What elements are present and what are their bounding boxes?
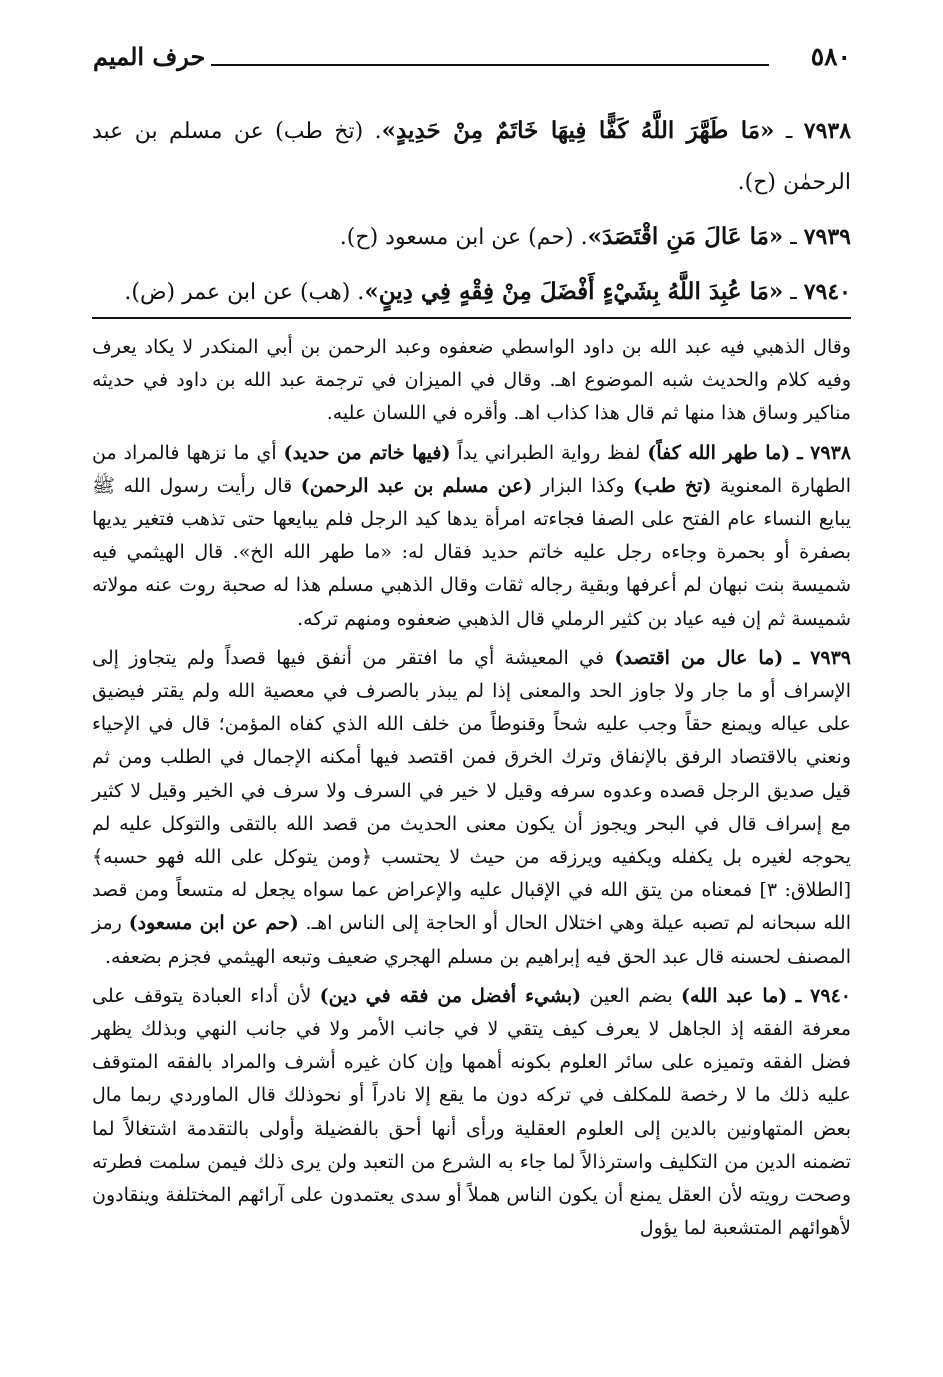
hadith-source: . (حم) عن ابن مسعود (ح). bbox=[339, 225, 588, 250]
page-number: ٥٨٠ bbox=[810, 42, 851, 71]
commentary-text: وكذا البزار bbox=[532, 474, 634, 497]
hadith-number: ٧٩٣٨ bbox=[803, 118, 852, 144]
hadith-number: ٧٩٣٩ bbox=[803, 224, 851, 250]
hadith-7939: ٧٩٣٩ ـ «مَا عَالَ مَنِ اقْتَصَدَ». (حم) عن ابن مسعود (ح). bbox=[339, 223, 851, 250]
narrator: (عن مسلم بن عبد الرحمن) bbox=[300, 474, 533, 497]
commentary-7938 bbox=[92, 437, 851, 636]
quoted-phrase: (ما عال من اقتصد) bbox=[614, 646, 784, 669]
hadith-7938: ٧٩٣٨ ـ «مَا طَهَّرَ اللَّهُ كَفًّا فِيهَا خَاتَمٌ مِنْ حَدِيدٍ». (تخ طب) عن مسلم بن عبد الرحمٰن (ح). bbox=[92, 117, 852, 195]
commentary-7940 bbox=[92, 980, 851, 1246]
commentary-text: في المعيشة أي ما افتقر من أنفق فيها قصداً ولم يتجاوز إلى الإسراف أو ما جار ولا جاوز الحد والمعنى إذا لم يبذر بالصرف في معصية الله ولم يقتر فيضيق على عياله ويمنع حقاً وجب عليه شحاً وقنوطاً من خلف الله الذي كفاه المؤمن؛ قال في الإحياء ونعني بالاقتصاد الرفق بالإنفاق وترك الخرق فمن اقتصد فيها أمكنه الإجمال في الطلب ومن ثم قيل صديق الرجل قصده وعدوه سرفه وقيل لا خير في السرف ولا سرف في الخير وقيل لا كثير مع إسراف قال في البحر ويجوز أن يكون معنى الحديث من قصد الله بالتقى والتوكل عليه لم يحوجه لغيره بل يكفله ويكفيه ويرزقه من حيث لا يحتسب ﴿ومن يتوكل على الله فهو حسبه﴾ [الطلاق: ٣] فمعناه من يتق الله في الإقبال عليه والإعراض عما سواه يجعل له متسعاً ومن قصد الله سبحانه لم تصبه عيلة وهي اختلال الحال أو الحاجة إلى الناس اهـ. bbox=[92, 646, 851, 935]
hadith-texts bbox=[92, 105, 851, 321]
chapter-title: حرف الميم bbox=[93, 42, 206, 71]
hadith-7940: ٧٩٤٠ ـ «مَا عُبِدَ اللَّهُ بِشَيْءٍ أَفْضَلَ مِنْ فِقْهٍ فِي دِينٍ». (هب) عن ابن عمر (ض). bbox=[124, 278, 851, 305]
commentary-text: أي ما نزهها فالمراد من الطهارة المعنوية bbox=[92, 441, 851, 497]
commentary-text: قال رأيت رسول الله ﷺ يبايع النساء عام الفتح على الصفا فجاءته امرأة يدها كيد الرجل فلم يبايعها حتى تذهب فتغير يديها بصفرة أو بحمرة وجاءه رجل عليه خاتم حديد فقال له: «ما طهر الله الخ». قال الهيثمي فيه شميسة بنت نبهان لم أعرفها وبقية رجاله ثقات وقال الذهبي مسلم هذا له صحبة روت عنه مولاته شميسة ثم إن فيه عياد بن كثير الرملي قال الذهبي ضعفوه ومنهم تركه. bbox=[92, 474, 851, 630]
hadith-number: ٧٩٤٠ bbox=[803, 279, 851, 305]
quoted-phrase: (ما طهر الله كفاً) bbox=[647, 441, 791, 464]
commentary-text: لأن أداء العبادة يتوقف على معرفة الفقه إذ الجاهل لا يعرف كيف يتقي لا في جانب الأمر ولا في جانب النهي وبذلك يظهر فضل الفقه وتميزه على سائر العلوم بكونه أهمها وإن كان غيره أشرف والمراد بالفقه المتوقف عليه ذلك ما لا رخصة للمكلف في تركه دون ما يقع إلا نادراً أو نحوذلك قال الماوردي ربما مال بعض المتهاونين بالدين إلى العلوم العقلية ورأى أنها أحق بالفضيلة وأولى بالتقدمة اشتغالاً لما تضمنه الدين من التكليف واسترذالاً لما جاء به الشرع من التعبد ولن يرى ذلك فيمن سلمت فطرته وصحت رويته لأن العقل يمنع أن يكون الناس هملاً أو سدى يعتمدون على آرائهم المختلفة وينقادون لأهوائهم المتشعبة لما يؤول bbox=[92, 984, 851, 1240]
commentary-number: ٧٩٣٩ ـ bbox=[793, 646, 852, 669]
source-code: (حم عن ابن مسعود) bbox=[128, 912, 299, 935]
hadith-text: «مَا طَهَّرَ اللَّهُ كَفًّا فِيهَا خَاتَمٌ مِنْ حَدِيدٍ» bbox=[381, 117, 775, 144]
footnote-separator bbox=[92, 317, 851, 319]
commentary-number: ٧٩٣٨ ـ bbox=[797, 441, 851, 464]
commentary-text: رمز المصنف لحسنه قال عبد الحق فيه إبراهيم بن مسلم الهجري ضعيف وتبعه الهيثمي فجزم بضعفه. bbox=[92, 912, 851, 968]
quoted-phrase: (بشيء أفضل من فقه في دين) bbox=[319, 984, 582, 1007]
hadith-text: «مَا عُبِدَ اللَّهُ بِشَيْءٍ أَفْضَلَ مِنْ فِقْهٍ فِي دِينٍ» bbox=[364, 278, 784, 305]
commentary-text: لفظ رواية الطبراني يداً bbox=[450, 441, 648, 464]
hadith-source: . (تخ طب) عن مسلم بن عبد الرحمٰن (ح). bbox=[92, 119, 851, 195]
hadith-text: «مَا عَالَ مَنِ اقْتَصَدَ» bbox=[587, 223, 784, 250]
hadith-source: . (هب) عن ابن عمر (ض). bbox=[124, 280, 365, 305]
header-rule bbox=[211, 64, 769, 66]
commentary bbox=[92, 331, 851, 1251]
commentary-number: ٧٩٤٠ ـ bbox=[795, 984, 851, 1007]
commentary-7939 bbox=[92, 642, 851, 974]
quoted-phrase: (ما عبد الله) bbox=[680, 984, 788, 1007]
page-header bbox=[93, 40, 851, 76]
source-code: (تخ طب) bbox=[633, 474, 712, 497]
commentary-text: بضم العين bbox=[581, 984, 681, 1007]
quoted-phrase: (فيها خاتم من حديد) bbox=[283, 441, 451, 464]
commentary-intro: وقال الذهبي فيه عبد الله بن داود الواسطي ضعفوه وعبد الرحمن بن أبي المنكدر لا يكاد يعرف وفيه كلام والحديث شبه الموضوع اهـ. وقال في الميزان في ترجمة عبد الله بن داود في حديثه مناكير وساق هذا منها ثم قال هذا كذاب اهـ. وأقره في اللسان عليه. bbox=[92, 336, 851, 425]
